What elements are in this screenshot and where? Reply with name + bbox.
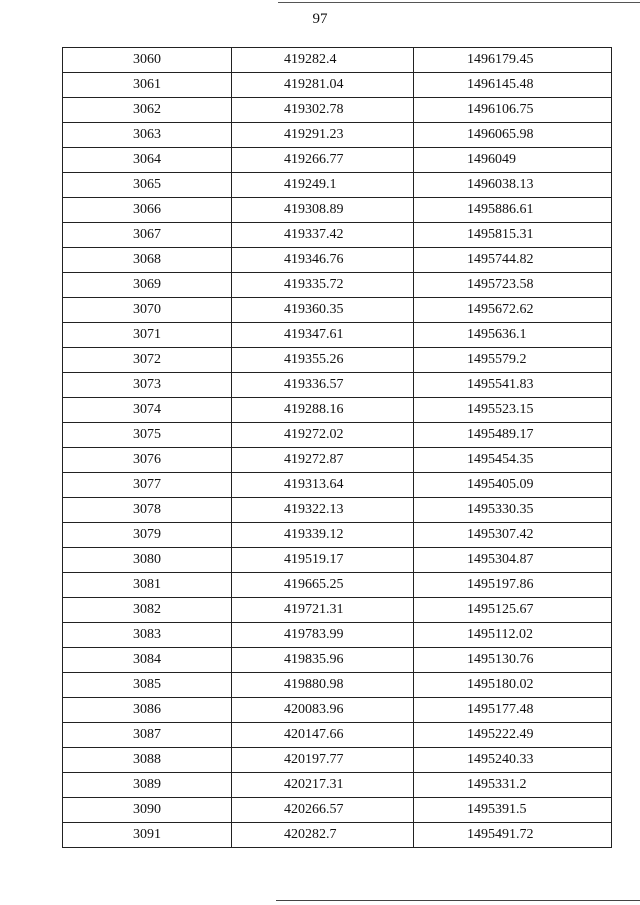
table-row xyxy=(63,73,612,98)
table-row xyxy=(63,548,612,573)
x-coordinate-cell: 419272.87 xyxy=(232,448,414,473)
x-coordinate-cell: 419288.16 xyxy=(232,398,414,423)
y-coordinate-cell: 1495177.48 xyxy=(414,698,612,723)
x-coordinate-cell: 419337.42 xyxy=(232,223,414,248)
point-number-cell: 3078 xyxy=(63,498,232,523)
x-coordinate-cell: 419347.61 xyxy=(232,323,414,348)
x-coordinate-cell: 419665.25 xyxy=(232,573,414,598)
y-coordinate-cell: 1495112.02 xyxy=(414,623,612,648)
table-row xyxy=(63,473,612,498)
y-coordinate-cell: 1496106.75 xyxy=(414,98,612,123)
table-row xyxy=(63,398,612,423)
table-row xyxy=(63,223,612,248)
x-coordinate-cell: 420083.96 xyxy=(232,698,414,723)
table-row xyxy=(63,573,612,598)
x-coordinate-cell: 419308.89 xyxy=(232,198,414,223)
table-row xyxy=(63,373,612,398)
table-row xyxy=(63,98,612,123)
point-number-cell: 3084 xyxy=(63,648,232,673)
x-coordinate-cell: 419272.02 xyxy=(232,423,414,448)
point-number-cell: 3090 xyxy=(63,798,232,823)
point-number-cell: 3082 xyxy=(63,598,232,623)
y-coordinate-cell: 1495240.33 xyxy=(414,748,612,773)
x-coordinate-cell: 419880.98 xyxy=(232,673,414,698)
x-coordinate-cell: 420147.66 xyxy=(232,723,414,748)
y-coordinate-cell: 1495330.35 xyxy=(414,498,612,523)
point-number-cell: 3066 xyxy=(63,198,232,223)
y-coordinate-cell: 1496049 xyxy=(414,148,612,173)
table-row xyxy=(63,523,612,548)
y-coordinate-cell: 1495489.17 xyxy=(414,423,612,448)
table-row xyxy=(63,773,612,798)
y-coordinate-cell: 1495636.1 xyxy=(414,323,612,348)
y-coordinate-cell: 1495723.58 xyxy=(414,273,612,298)
x-coordinate-cell: 419266.77 xyxy=(232,148,414,173)
point-number-cell: 3070 xyxy=(63,298,232,323)
point-number-cell: 3083 xyxy=(63,623,232,648)
y-coordinate-cell: 1496145.48 xyxy=(414,73,612,98)
x-coordinate-cell: 419335.72 xyxy=(232,273,414,298)
x-coordinate-cell: 419360.35 xyxy=(232,298,414,323)
point-number-cell: 3085 xyxy=(63,673,232,698)
y-coordinate-cell: 1495815.31 xyxy=(414,223,612,248)
point-number-cell: 3068 xyxy=(63,248,232,273)
y-coordinate-cell: 1495672.62 xyxy=(414,298,612,323)
y-coordinate-cell: 1495222.49 xyxy=(414,723,612,748)
point-number-cell: 3067 xyxy=(63,223,232,248)
table-row xyxy=(63,198,612,223)
x-coordinate-cell: 420282.7 xyxy=(232,823,414,848)
y-coordinate-cell: 1495886.61 xyxy=(414,198,612,223)
x-coordinate-cell: 419783.99 xyxy=(232,623,414,648)
point-number-cell: 3076 xyxy=(63,448,232,473)
y-coordinate-cell: 1495541.83 xyxy=(414,373,612,398)
table-row xyxy=(63,273,612,298)
point-number-cell: 3091 xyxy=(63,823,232,848)
x-coordinate-cell: 419339.12 xyxy=(232,523,414,548)
point-number-cell: 3062 xyxy=(63,98,232,123)
y-coordinate-cell: 1495197.86 xyxy=(414,573,612,598)
y-coordinate-cell: 1495454.35 xyxy=(414,448,612,473)
table-row xyxy=(63,723,612,748)
x-coordinate-cell: 419346.76 xyxy=(232,248,414,273)
table-row xyxy=(63,173,612,198)
y-coordinate-cell: 1495491.72 xyxy=(414,823,612,848)
x-coordinate-cell: 419302.78 xyxy=(232,98,414,123)
coordinates-table xyxy=(62,47,612,848)
point-number-cell: 3073 xyxy=(63,373,232,398)
y-coordinate-cell: 1495523.15 xyxy=(414,398,612,423)
point-number-cell: 3064 xyxy=(63,148,232,173)
x-coordinate-cell: 419281.04 xyxy=(232,73,414,98)
table-row xyxy=(63,623,612,648)
table-row xyxy=(63,598,612,623)
table-row xyxy=(63,673,612,698)
table-row xyxy=(63,323,612,348)
table-row xyxy=(63,823,612,848)
table-row xyxy=(63,498,612,523)
table-row xyxy=(63,48,612,73)
table-row xyxy=(63,148,612,173)
y-coordinate-cell: 1495125.67 xyxy=(414,598,612,623)
x-coordinate-cell: 419355.26 xyxy=(232,348,414,373)
x-coordinate-cell: 419313.64 xyxy=(232,473,414,498)
x-coordinate-cell: 420217.31 xyxy=(232,773,414,798)
x-coordinate-cell: 419322.13 xyxy=(232,498,414,523)
y-coordinate-cell: 1495744.82 xyxy=(414,248,612,273)
y-coordinate-cell: 1495304.87 xyxy=(414,548,612,573)
coordinates-table-body xyxy=(63,48,612,848)
table-row xyxy=(63,798,612,823)
point-number-cell: 3081 xyxy=(63,573,232,598)
table-row xyxy=(63,348,612,373)
table-row xyxy=(63,448,612,473)
point-number-cell: 3075 xyxy=(63,423,232,448)
point-number-cell: 3088 xyxy=(63,748,232,773)
table-row xyxy=(63,298,612,323)
point-number-cell: 3087 xyxy=(63,723,232,748)
point-number-cell: 3074 xyxy=(63,398,232,423)
point-number-cell: 3072 xyxy=(63,348,232,373)
x-coordinate-cell: 419291.23 xyxy=(232,123,414,148)
bottom-rule xyxy=(276,900,640,901)
x-coordinate-cell: 419249.1 xyxy=(232,173,414,198)
page-number: 97 xyxy=(312,11,328,27)
table-row xyxy=(63,648,612,673)
y-coordinate-cell: 1495579.2 xyxy=(414,348,612,373)
point-number-cell: 3063 xyxy=(63,123,232,148)
y-coordinate-cell: 1495180.02 xyxy=(414,673,612,698)
point-number-cell: 3079 xyxy=(63,523,232,548)
y-coordinate-cell: 1495307.42 xyxy=(414,523,612,548)
point-number-cell: 3089 xyxy=(63,773,232,798)
table-row xyxy=(63,248,612,273)
y-coordinate-cell: 1495331.2 xyxy=(414,773,612,798)
point-number-cell: 3080 xyxy=(63,548,232,573)
x-coordinate-cell: 420266.57 xyxy=(232,798,414,823)
point-number-cell: 3069 xyxy=(63,273,232,298)
x-coordinate-cell: 419835.96 xyxy=(232,648,414,673)
point-number-cell: 3061 xyxy=(63,73,232,98)
table-row xyxy=(63,123,612,148)
x-coordinate-cell: 420197.77 xyxy=(232,748,414,773)
y-coordinate-cell: 1496179.45 xyxy=(414,48,612,73)
top-rule xyxy=(278,2,640,3)
point-number-cell: 3086 xyxy=(63,698,232,723)
x-coordinate-cell: 419282.4 xyxy=(232,48,414,73)
x-coordinate-cell: 419519.17 xyxy=(232,548,414,573)
x-coordinate-cell: 419336.57 xyxy=(232,373,414,398)
y-coordinate-cell: 1495130.76 xyxy=(414,648,612,673)
y-coordinate-cell: 1496038.13 xyxy=(414,173,612,198)
table-row xyxy=(63,748,612,773)
point-number-cell: 3071 xyxy=(63,323,232,348)
y-coordinate-cell: 1495405.09 xyxy=(414,473,612,498)
table-row xyxy=(63,698,612,723)
point-number-cell: 3077 xyxy=(63,473,232,498)
y-coordinate-cell: 1495391.5 xyxy=(414,798,612,823)
point-number-cell: 3065 xyxy=(63,173,232,198)
point-number-cell: 3060 xyxy=(63,48,232,73)
table-row xyxy=(63,423,612,448)
x-coordinate-cell: 419721.31 xyxy=(232,598,414,623)
y-coordinate-cell: 1496065.98 xyxy=(414,123,612,148)
